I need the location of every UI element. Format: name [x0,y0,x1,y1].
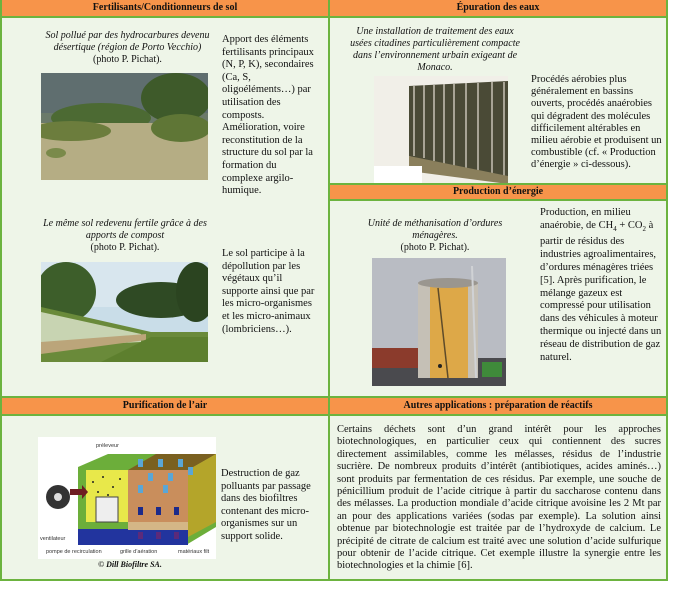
photo-water-treatment [374,76,508,184]
header-purification: Purification de l’air [2,396,328,416]
header-production: Production d’énergie [330,183,666,201]
caption-production [360,218,510,254]
photo-fertile-soil [41,262,208,362]
text-part: + CO [616,219,643,231]
header-epuration: Épuration des eaux [330,0,666,18]
text-autres: Certains déchets sont d’un grand intérêt pour les approches biotechnologiques, en particulier ceux qui contiennent des sucres directement assimilables, comme les mélasses, résidus de l’industrie sucrière. De nombreux produits d’intérêt (antibiotiques, acides aminés…) sont produits par fermentation de ces résidus. Par exemple, une souche de pénicillium produit de l’acide citrique à partir du saccharose contenu dans des mélasses. La production mondiale d’acide citrique avoisine les 2 Mt par an pour des applications variées (sodas par exemple). La solution ainsi obtenue par biotechnologie est traitée par de l’hydroxyde de calcium. Le précipité de citrate de calcium est traité avec une solution d’acide sulfurique pour obtenir de l’acide citrique. Cet exemple illustre la synergie entre les biotechnologies et la chimie [6]. [337,424,661,572]
caption-credit: (photo P. Pichat). [90,242,160,253]
photo-methanisation [372,258,506,386]
diagram-credit: © Dill Biofiltre SA. [98,560,162,569]
subscript: 4 [613,225,617,233]
text-part: Production, en milieu anaérobie, de CH [540,207,631,231]
text-production [540,207,666,365]
header-fertilisants: Fertilisants/Conditionneurs de sol [2,0,328,18]
label-ventilateur: ventilateur [40,536,66,542]
caption-polluted-soil [40,30,215,66]
text-epuration: Procédés aérobies plus généralement en bassins ouverts, procédés anaérobies qui dégradent des molécules difficilement altérables en milieu aérobie et produisent un combustible (cf. « Production d’énergie » ci-dessous). [531,74,662,171]
caption-text: Sol pollué par des hydrocarbures devenu désertique (région de Porto Vecchio) [45,30,210,53]
label-materiaux: matériaux filt [178,549,210,555]
label-preleveur: préleveur [96,443,119,449]
biofilter-diagram [38,437,216,559]
text-fertilisants-sol: Le sol participe à la dépollution par les végétaux qu’il supporte ainsi que par les micro-organismes et les micro-animaux (lombriciens…). [222,248,315,335]
text-fertilisants-apport: Apport des éléments fertilisants principaux (N, P, K), secondaires (Ca, S, oligoéléments…) par utilisation des composts. Amélioration, voire reconstitution de la structure du sol par la formation du complexe argilo-humique. [222,34,314,197]
caption-credit: (photo P. Pichat). [400,242,470,253]
text-part: à partir de résidus des industries agroalimentaires, d’ordures ménagères triées [5]. Après purification, le mélange gazeux est compressé pour utilisation dans des véhicules à moteur thermique ou injecté dans un réseau de distribution de gaz naturel. [540,219,662,364]
text-purification: Destruction de gaz polluants par passage dans des biofiltres contenant des micro-organismes sur un support solide. [221,468,311,542]
caption-text: Unité de méthanisation d’ordures ménagères. [367,218,503,241]
label-grille: grille d’aération [120,549,158,555]
caption-credit: (photo P. Pichat). [93,54,162,65]
caption-epuration: Une installation de traitement des eaux usées citadines particulièrement compacte dans l’environnement urbain exigeant de Monaco. [350,26,520,73]
column-divider [328,0,330,581]
label-pompe: pompe de recirculation [46,549,102,555]
subscript: 2 [642,225,646,233]
photo-polluted-soil [41,73,208,180]
header-autres: Autres applications : préparation de réactifs [330,396,666,416]
caption-fertile-soil [40,218,210,254]
caption-text: Le même sol redevenu fertile grâce à des apports de compost [43,218,207,241]
